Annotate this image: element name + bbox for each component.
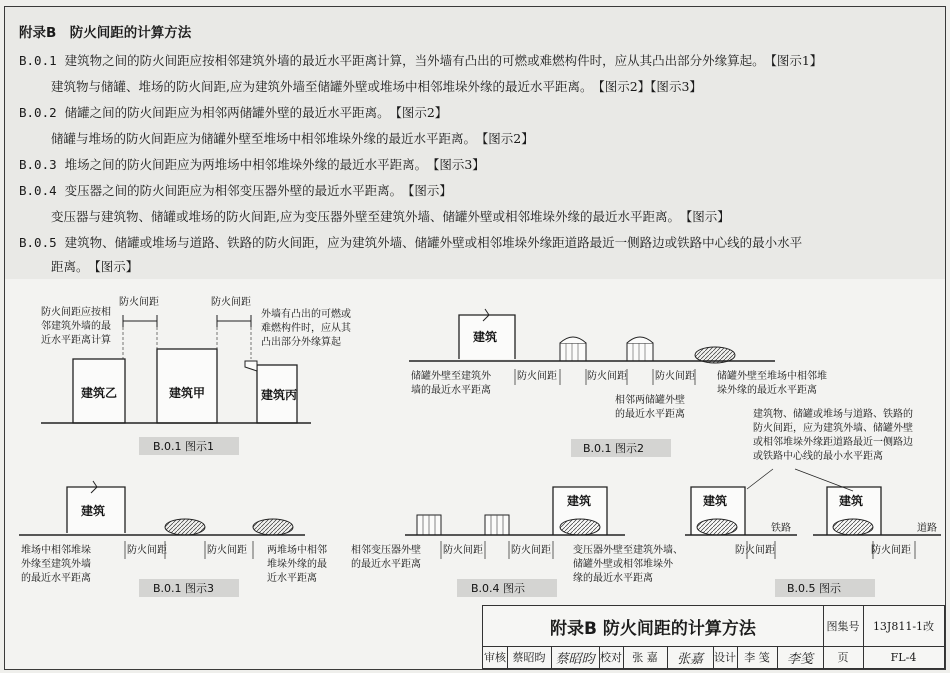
fig3-gap-2: 防火间距 xyxy=(207,545,247,556)
review-label: 审核 xyxy=(483,646,508,669)
fig1-gap-label-1: 防火间距 xyxy=(119,297,159,308)
fig3-label-b-3: 近水平距离 xyxy=(267,573,317,584)
figure-ref: 【图示3】 xyxy=(433,157,485,172)
fig4-gap-1: 防火间距 xyxy=(443,545,483,556)
clause-text: 距离。 xyxy=(51,259,89,274)
fig5-building-1-label: 建筑 xyxy=(703,494,728,508)
reviewer-signature: 蔡昭昀 xyxy=(551,646,600,669)
fig1-building-yi-label: 建筑乙 xyxy=(81,386,118,400)
fig2-gap-1: 防火间距 xyxy=(517,371,557,382)
clause-text: 建筑物、储罐或堆场与道路、铁路的防火间距，应为建筑外墙、储罐外壁或相邻堆垛外缘距道路最近一侧路边或铁路中心线的最小水平 xyxy=(64,235,803,250)
fig1-building-jia-label: 建筑甲 xyxy=(169,386,206,400)
figure-2 xyxy=(409,309,827,457)
fig1-note-left-2: 邻建筑外墙的最 xyxy=(41,321,111,332)
clause-text-area xyxy=(5,7,945,279)
clause-number: B.0.4 xyxy=(19,183,57,198)
fig2-gap-2: 防火间距 xyxy=(587,371,627,382)
checker-name: 张 嘉 xyxy=(623,646,668,669)
fig2-label-c-1: 储罐外壁至堆场中相邻堆 xyxy=(717,371,827,382)
atlas-label: 图集号 xyxy=(823,606,864,647)
fig3-label-b-2: 堆垛外缘的最 xyxy=(267,559,327,570)
fig2-building-label: 建筑 xyxy=(473,330,498,344)
fig2-caption: B.0.1 图示2 xyxy=(583,442,645,455)
fig1-building-bing-label: 建筑丙 xyxy=(261,388,298,402)
figure-ref: 【图示2】 xyxy=(482,131,534,146)
fig1-gap-label-2: 防火间距 xyxy=(211,297,251,308)
figure-ref: 【图示2】 xyxy=(395,105,448,120)
fig1-projection xyxy=(245,361,257,371)
clause-line-5 xyxy=(19,155,485,173)
fig2-tank-2-top xyxy=(627,337,653,343)
fig1-dim-1 xyxy=(123,315,157,327)
fig3-label-a-2: 外缘至建筑外墙 xyxy=(21,559,91,570)
figure-5 xyxy=(685,469,941,597)
drawing-sheet xyxy=(4,6,946,670)
fig3-caption: B.0.1 图示3 xyxy=(153,582,215,595)
fig3-label-b-1: 两堆场中相邻 xyxy=(267,545,327,556)
figure-ref: 【图示】 xyxy=(94,259,139,274)
fig5-building-2-label: 建筑 xyxy=(839,494,864,508)
fig4-stack xyxy=(560,519,600,535)
check-label: 校对 xyxy=(599,646,624,669)
fig2-tank-1 xyxy=(560,343,586,361)
clause-line-6 xyxy=(19,181,452,199)
clause-number: B.0.1 xyxy=(19,53,57,68)
clause-line-7 xyxy=(51,207,730,225)
figure-5-note xyxy=(753,407,913,462)
page-label: 页 xyxy=(823,646,864,669)
clause-line-4 xyxy=(51,129,534,147)
fig5-caption: B.0.5 图示 xyxy=(787,582,842,595)
clause-line-1 xyxy=(19,51,822,69)
figure-ref: 【图示2】【图示3】 xyxy=(598,79,702,94)
fig2-tank-2 xyxy=(627,343,653,361)
appendix-heading: 附录B 防火间距的计算方法 xyxy=(19,25,192,41)
fig1-caption: B.0.1 图示1 xyxy=(153,440,215,453)
fig1-dim-2 xyxy=(217,315,251,327)
figure-4 xyxy=(351,487,683,597)
clause-text: 储罐与堆场的防火间距应为储罐外壁至堆场中相邻堆垛外缘的最近水平距离。 xyxy=(51,131,477,146)
fig5-stack-2 xyxy=(833,519,873,535)
fig3-stack-1 xyxy=(165,519,205,535)
clause-text: 建筑物之间的防火间距应按相邻建筑外墙的最近水平距离计算，当外墙有凸出的可燃或难燃构件时，应从其凸出部分外缘算起。 xyxy=(64,53,765,68)
clause-number: B.0.5 xyxy=(19,235,57,250)
fig1-note-right-3: 凸出部分外缘算起 xyxy=(261,337,341,348)
clause-line-3 xyxy=(19,103,447,121)
design-label: 设计 xyxy=(713,646,738,669)
fig5-gap-1: 防火间距 xyxy=(735,545,775,556)
fig2-label-a-2: 墙的最近水平距离 xyxy=(411,385,491,396)
fig1-note-right-2: 难燃构件时，应从其 xyxy=(261,323,351,334)
fig3-label-a-1: 堆场中相邻堆垛 xyxy=(21,545,91,556)
designer-name: 李 笺 xyxy=(737,646,778,669)
designer-signature: 李笺 xyxy=(777,646,824,669)
fig1-note-left-3: 近水平距离计算 xyxy=(41,335,111,346)
fig4-label-a-2: 的最近水平距离 xyxy=(351,559,421,570)
fig1-note-right-1: 外墙有凸出的可燃或 xyxy=(261,309,351,320)
fig3-stack-2 xyxy=(253,519,293,535)
fig5-note-2: 防火间距，应为建筑外墙、储罐外壁 xyxy=(753,423,913,434)
fig5-road-label: 道路 xyxy=(917,523,937,534)
fig5-note-4: 或铁路中心线的最小水平距离 xyxy=(753,451,883,462)
clause-line-2 xyxy=(51,77,702,95)
clause-text: 建筑物与储罐、堆场的防火间距,应为建筑外墙至储罐外壁或堆场中相邻堆垛外缘的最近水平距离。 xyxy=(51,79,593,94)
fig4-gap-2: 防火间距 xyxy=(511,545,551,556)
fig3-gap-1: 防火间距 xyxy=(127,545,167,556)
figure-ref: 【图示】 xyxy=(685,209,730,224)
figure-1 xyxy=(41,295,352,455)
atlas-number: 13J811-1改 xyxy=(863,606,945,647)
clause-text: 堆场之间的防火间距应为两堆场中相邻堆垛外缘的最近水平距离。 xyxy=(64,157,428,172)
fig4-label-b-3: 缘的最近水平距离 xyxy=(573,573,653,584)
reviewer-name: 蔡昭昀 xyxy=(507,646,552,669)
sheet-title: 附录B 防火间距的计算方法 xyxy=(483,606,824,647)
fig3-building-label: 建筑 xyxy=(81,504,106,518)
fig2-label-a-1: 储罐外壁至建筑外 xyxy=(411,371,491,382)
clause-line-8 xyxy=(19,233,802,251)
fig1-note-left-1: 防火间距应按相 xyxy=(41,307,111,318)
clause-number: B.0.3 xyxy=(19,157,57,172)
fig5-note-1: 建筑物、储罐或堆场与道路、铁路的 xyxy=(753,409,913,420)
fig5-stack-1 xyxy=(697,519,737,535)
fig4-building-label: 建筑 xyxy=(567,494,592,508)
clause-text: 变压器与建筑物、储罐或堆场的防火间距,应为变压器外壁至建筑外墙、储罐外壁或相邻堆垛外缘的最近水平距离。 xyxy=(51,209,680,224)
fig4-label-b-1: 变压器外壁至建筑外墙、 xyxy=(573,545,683,556)
fig2-label-b-1: 相邻两储罐外壁 xyxy=(615,395,685,406)
checker-signature: 张嘉 xyxy=(667,646,714,669)
fig2-tank-1-top xyxy=(560,337,586,343)
figure-ref: 【图示1】 xyxy=(770,53,823,68)
figure-3 xyxy=(19,481,327,597)
fig5-railway-label: 铁路 xyxy=(771,523,791,534)
clause-text: 储罐之间的防火间距应为相邻两储罐外壁的最近水平距离。 xyxy=(64,105,390,120)
fig5-note-3: 或相邻堆垛外缘距道路最近一侧路边 xyxy=(753,437,913,448)
clause-text: 变压器之间的防火间距应为相邻变压器外壁的最近水平距离。 xyxy=(64,183,403,198)
fig3-label-a-3: 的最近水平距离 xyxy=(21,573,91,584)
fig4-caption: B.0.4 图示 xyxy=(471,582,526,595)
fig2-label-c-2: 垛外缘的最近水平距离 xyxy=(717,385,817,396)
figure-ref: 【图示】 xyxy=(408,183,452,198)
title-block xyxy=(482,605,945,669)
clause-number: B.0.2 xyxy=(19,105,57,120)
fig5-gap-2: 防火间距 xyxy=(871,545,911,556)
page-number: FL-4 xyxy=(863,646,945,669)
fig2-gap-3: 防火间距 xyxy=(655,371,695,382)
fig4-label-b-2: 储罐外壁或相邻堆垛外 xyxy=(573,559,673,570)
clause-line-9 xyxy=(51,257,138,275)
fig4-label-a-1: 相邻变压器外壁 xyxy=(351,545,421,556)
fig2-label-b-2: 的最近水平距离 xyxy=(615,409,685,420)
